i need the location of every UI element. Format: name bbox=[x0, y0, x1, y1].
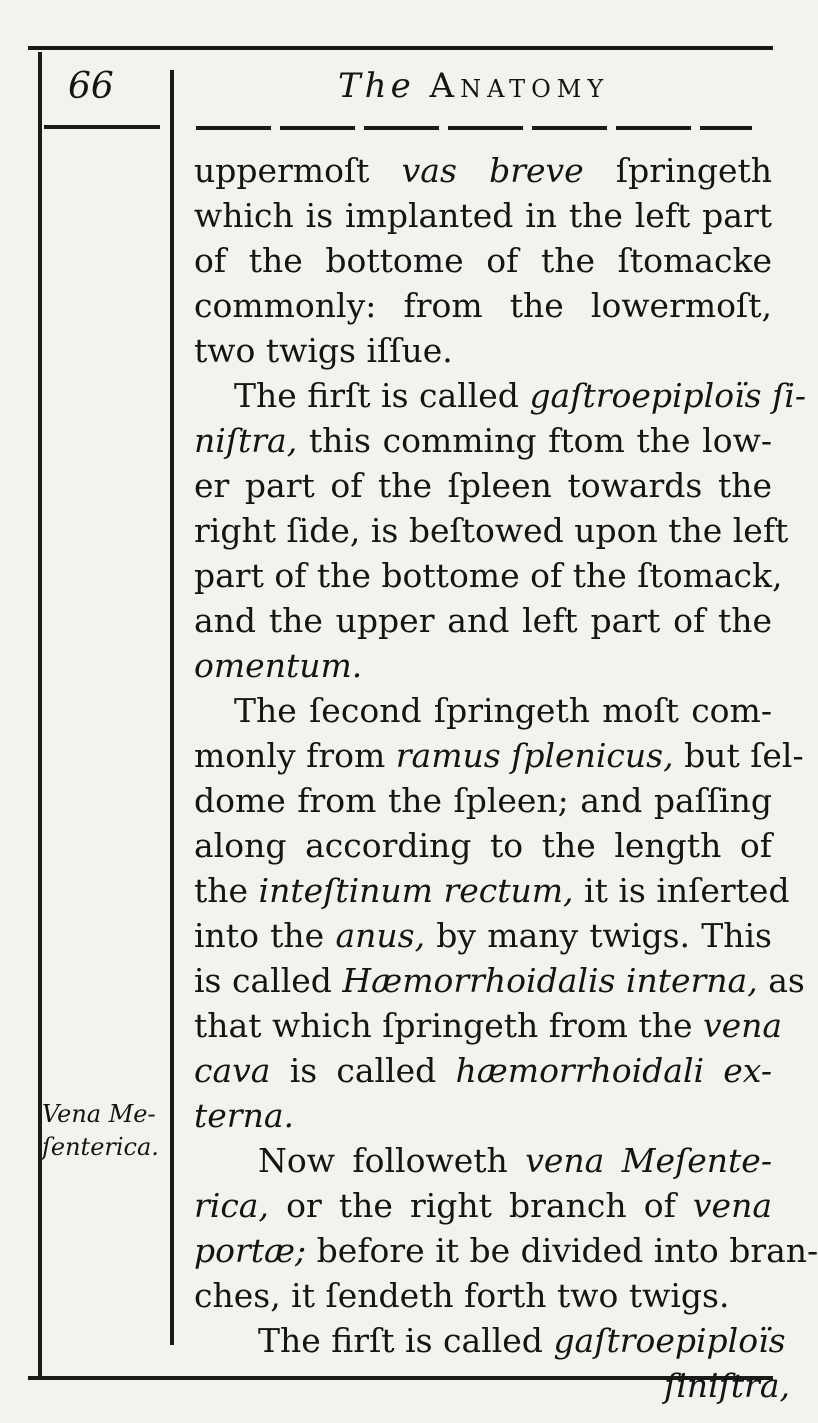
text-line: ſiniſtra, bbox=[664, 1366, 790, 1405]
running-head-title: Anatomy bbox=[429, 66, 610, 106]
text-line: of the bottome of the ſtomacke bbox=[194, 241, 772, 280]
running-head-the: The bbox=[338, 66, 415, 106]
text-line: along according to the length of bbox=[194, 826, 772, 865]
text-line: rica, or the right branch of vena bbox=[194, 1186, 772, 1225]
text-line: into the anus, by many twigs. This bbox=[194, 916, 772, 955]
text-line: er part of the ſpleen towards the bbox=[194, 466, 772, 505]
text-line: The firſt is called gaſtroepiploïs bbox=[258, 1321, 786, 1360]
left-border bbox=[38, 52, 42, 1380]
text-line: which is implanted in the left part bbox=[194, 196, 772, 235]
margin-note-line: Vena Me- bbox=[42, 1100, 156, 1128]
page-number: 66 bbox=[68, 66, 114, 107]
running-head-underline bbox=[196, 126, 752, 130]
page-number-underline bbox=[44, 125, 160, 129]
text-line: is called Hæmorrhoidalis interna, as bbox=[194, 961, 805, 1000]
margin-note-line: ſenterica. bbox=[42, 1133, 159, 1161]
text-line: part of the bottome of the ſtomack, bbox=[194, 556, 783, 595]
text-line: commonly: from the lowermoſt, bbox=[194, 286, 772, 325]
text-line: The firſt is called gaſtroepiploïs ſi- bbox=[234, 376, 807, 415]
text-line: right ſide, is beſtowed upon the left bbox=[194, 511, 789, 550]
text-line: monly from ramus ſplenicus, but ſel- bbox=[194, 736, 804, 775]
text-line: and the upper and left part of the bbox=[194, 601, 772, 640]
body-text bbox=[194, 148, 818, 1408]
text-line: that which ſpringeth from the vena bbox=[194, 1006, 783, 1045]
text-line: uppermoſt vas breve ſpringeth bbox=[194, 151, 772, 190]
margin-divider bbox=[170, 70, 174, 1345]
text-line: omentum. bbox=[194, 646, 363, 685]
margin-note bbox=[42, 1098, 159, 1164]
text-line: The ſecond ſpringeth moſt com- bbox=[234, 691, 772, 730]
top-rule bbox=[28, 46, 773, 50]
running-head bbox=[338, 66, 609, 106]
text-line: ches, it ſendeth forth two twigs. bbox=[194, 1276, 730, 1315]
text-line: terna. bbox=[194, 1096, 294, 1135]
text-line: two twigs iſſue. bbox=[194, 331, 453, 370]
text-line: cava is called hæmorrhoidali ex- bbox=[194, 1051, 772, 1090]
text-line: the inteſtinum rectum, it is inſerted bbox=[194, 871, 790, 910]
text-line: niſtra, this comming ftom the low- bbox=[194, 421, 772, 460]
text-line: portæ; before it be divided into bran- bbox=[194, 1231, 818, 1270]
text-line: dome from the ſpleen; and paſſing bbox=[194, 781, 772, 820]
text-line: Now followeth vena Meſente- bbox=[258, 1141, 772, 1180]
